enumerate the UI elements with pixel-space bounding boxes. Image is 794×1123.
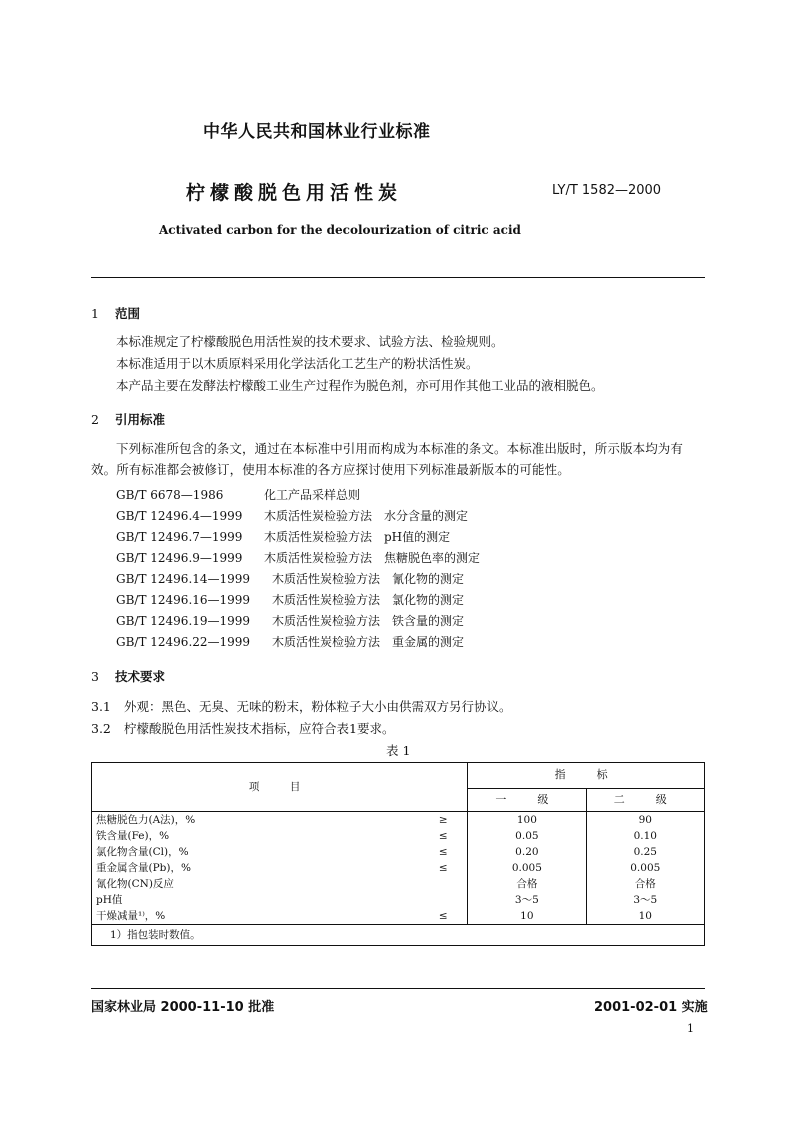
clause-number: 3.2 xyxy=(91,721,111,736)
ref-code: GB/T 12496.4—1999 xyxy=(116,509,243,523)
ref-code: GB/T 12496.7—1999 xyxy=(116,530,243,544)
ref-code: GB/T 12496.16—1999 xyxy=(116,593,251,607)
row-symbol: ≤ xyxy=(438,862,448,874)
header-index: 指 标 xyxy=(468,763,705,789)
row-grade1: 0.005 xyxy=(468,860,586,876)
table-row xyxy=(92,892,705,908)
header-grade1: 一 级 xyxy=(468,788,586,811)
row-item: 氰化物(CN)反应 xyxy=(92,876,420,892)
row-grade1: 100 xyxy=(468,812,586,829)
scope-paragraph: 本标准适用于以木质原料采用化学法活化工艺生产的粉状活性炭。 xyxy=(116,356,479,371)
clause-text: 外观：黑色、无臭、无味的粉末，粉体粒子大小由供需双方另行协议。 xyxy=(124,699,512,714)
section-2-heading xyxy=(91,410,165,428)
scope-paragraph: 本产品主要在发酵法柠檬酸工业生产过程作为脱色剂，亦可用作其他工业品的液相脱色。 xyxy=(116,378,604,393)
table-caption: 表 1 xyxy=(386,743,411,758)
table-header-row xyxy=(92,763,705,789)
standard-number: LY/T 1582—2000 xyxy=(552,183,662,198)
ref-item xyxy=(116,633,464,650)
row-grade1: 0.05 xyxy=(468,828,586,844)
ref-code: GB/T 12496.9—1999 xyxy=(116,551,243,565)
ref-title: 木质活性炭检验方法 铁含量的测定 xyxy=(272,614,465,628)
table-row xyxy=(92,812,705,829)
row-grade2: 90 xyxy=(586,812,704,829)
section-title: 范围 xyxy=(115,306,141,321)
implementation-date: 2001-02-01 实施 xyxy=(594,1000,708,1015)
clause-3-1 xyxy=(91,697,512,715)
row-grade2: 0.10 xyxy=(586,828,704,844)
row-grade1: 10 xyxy=(468,908,586,925)
ref-title: 木质活性炭检验方法 氯化物的测定 xyxy=(272,593,465,607)
section-title: 技术要求 xyxy=(115,669,166,684)
section-number: 2 xyxy=(91,412,99,427)
row-grade2: 0.25 xyxy=(586,844,704,860)
row-grade1: 0.20 xyxy=(468,844,586,860)
row-grade2: 合格 xyxy=(586,876,704,892)
row-item: 铁含量(Fe)，% xyxy=(92,828,420,844)
table-row xyxy=(92,876,705,892)
ref-item xyxy=(116,486,360,503)
ref-code: GB/T 12496.22—1999 xyxy=(116,635,251,649)
clause-text: 柠檬酸脱色用活性炭技术指标，应符合表1要求。 xyxy=(124,721,395,736)
english-title: Activated carbon for the decolourization of citric acid xyxy=(159,223,521,237)
row-item: 氯化物含量(Cl)，% xyxy=(92,844,420,860)
ref-title: 木质活性炭检验方法 pH值的测定 xyxy=(264,530,451,544)
table-row xyxy=(92,828,705,844)
spec-table xyxy=(91,762,705,946)
section-number: 3 xyxy=(91,669,99,684)
row-item: 干燥减量¹⁾，% xyxy=(92,908,420,925)
table-footnote: 1）指包装时数值。 xyxy=(92,925,705,946)
row-grade1: 合格 xyxy=(468,876,586,892)
header-grade2: 二 级 xyxy=(586,788,704,811)
row-symbol: ≤ xyxy=(438,846,448,858)
page-number: 1 xyxy=(687,1022,694,1035)
section-title: 引用标准 xyxy=(115,412,166,427)
scope-paragraph: 本标准规定了柠檬酸脱色用活性炭的技术要求、试验方法、检验规则。 xyxy=(116,334,504,349)
ref-item xyxy=(116,549,480,566)
clause-3-2 xyxy=(91,719,394,737)
row-grade2: 10 xyxy=(586,908,704,925)
ref-item xyxy=(116,528,450,545)
row-symbol: ≤ xyxy=(438,910,448,922)
ref-title: 木质活性炭检验方法 氰化物的测定 xyxy=(272,572,465,586)
ref-title: 木质活性炭检验方法 水分含量的测定 xyxy=(264,509,469,523)
table-row xyxy=(92,908,705,925)
section-1-heading xyxy=(91,304,140,322)
document-title: 柠檬酸脱色用活性炭 xyxy=(186,182,403,204)
row-symbol xyxy=(419,876,467,892)
approval-info: 国家林业局 2000-11-10 批准 xyxy=(91,1000,275,1015)
section-3-heading xyxy=(91,667,165,685)
row-item: pH值 xyxy=(92,892,420,908)
row-symbol xyxy=(419,892,467,908)
ref-title: 木质活性炭检验方法 焦糖脱色率的测定 xyxy=(264,551,481,565)
row-grade1: 3～5 xyxy=(468,892,586,908)
table-row xyxy=(92,844,705,860)
ref-code: GB/T 12496.14—1999 xyxy=(116,572,251,586)
section-number: 1 xyxy=(91,306,99,321)
table-row xyxy=(92,860,705,876)
header-item: 项 目 xyxy=(92,763,468,812)
row-grade2: 3～5 xyxy=(586,892,704,908)
row-item: 焦糖脱色力(A法)，% xyxy=(92,812,420,829)
ref-item xyxy=(116,591,464,608)
ref-title: 化工产品采样总则 xyxy=(264,488,361,502)
refs-intro-paragraph: 下列标准所包含的条文，通过在本标准中引用而构成为本标准的条文。本标准出版时，所示版本均为有效。所有标准都会被修订，使用本标准的各方应探讨使用下列标准最新版本的可能性。 xyxy=(91,441,684,477)
row-grade2: 0.005 xyxy=(586,860,704,876)
ref-item xyxy=(116,570,464,587)
table-footnote-row xyxy=(92,925,705,946)
footer-divider xyxy=(91,988,705,989)
ref-code: GB/T 12496.19—1999 xyxy=(116,614,251,628)
row-item: 重金属含量(Pb)，% xyxy=(92,860,420,876)
ref-code: GB/T 6678—1986 xyxy=(116,488,224,502)
ref-item xyxy=(116,612,464,629)
ref-title: 木质活性炭检验方法 重金属的测定 xyxy=(272,635,465,649)
header-divider xyxy=(91,277,705,278)
clause-number: 3.1 xyxy=(91,699,111,714)
ref-item xyxy=(116,507,468,524)
row-symbol: ≤ xyxy=(438,830,448,842)
row-symbol: ≥ xyxy=(438,814,448,826)
issuing-body-title: 中华人民共和国林业行业标准 xyxy=(203,122,431,142)
